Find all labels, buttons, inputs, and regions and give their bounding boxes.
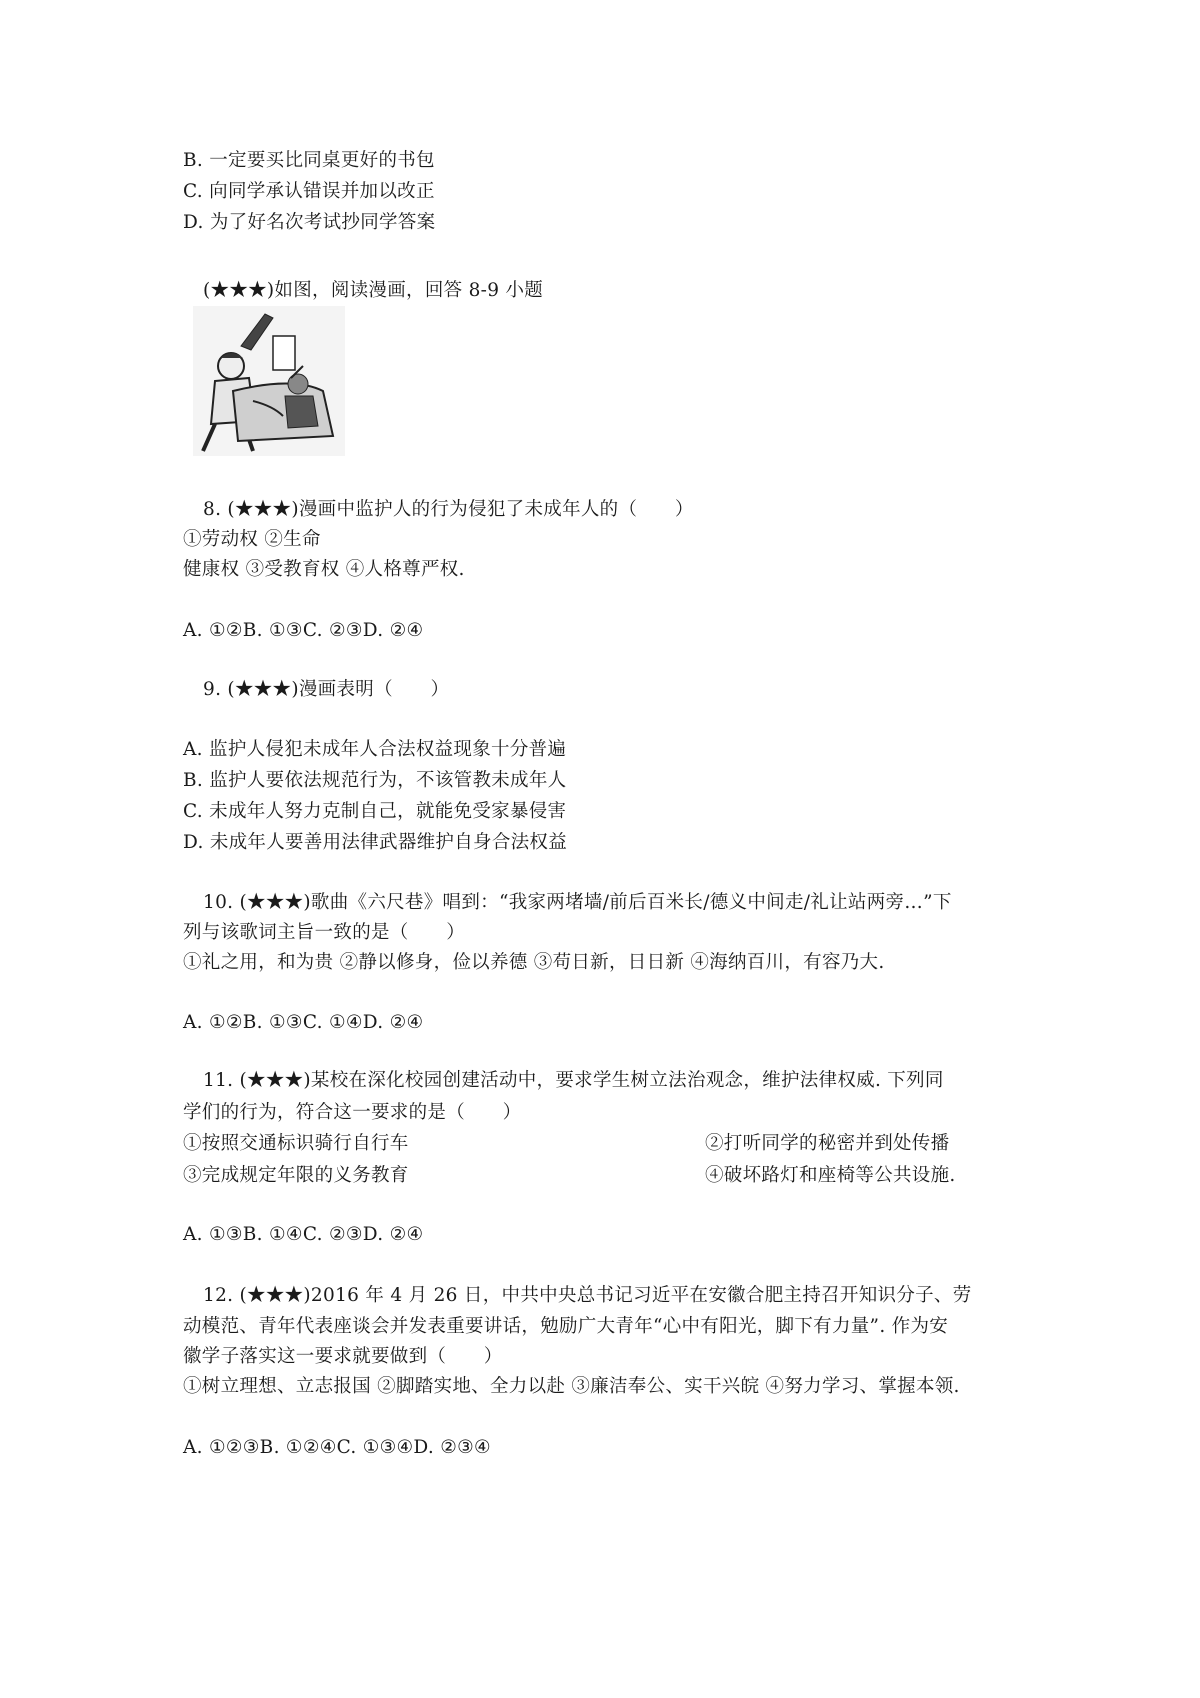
q8-answers: A. ①②B. ①③C. ②③D. ②④ (183, 620, 424, 641)
q9-option-d: D. 未成年人要善用法律武器维护自身合法权益 (183, 832, 568, 853)
q11-answers: A. ①③B. ①④C. ②③D. ②④ (183, 1224, 424, 1245)
q7-option-d: D. 为了好名次考试抄同学答案 (183, 212, 436, 233)
q7-option-b: B. 一定要买比同桌更好的书包 (183, 150, 435, 171)
q9-option-a: A. 监护人侵犯未成年人合法权益现象十分普遍 (183, 739, 567, 760)
q11-items-row2 (183, 1163, 956, 1189)
q8-stem: 8. (★★★)漫画中监护人的行为侵犯了未成年人的（ ） (203, 499, 694, 520)
q7-option-c: C. 向同学承认错误并加以改正 (183, 181, 435, 202)
comic-illustration (193, 306, 345, 456)
q10-answers: A. ①②B. ①③C. ①④D. ②④ (183, 1012, 424, 1033)
q9-stem: 9. (★★★)漫画表明（ ） (203, 679, 450, 700)
q12-stem-line3: 徽学子落实这一要求就要做到（ ） (183, 1346, 503, 1367)
q9-option-b: B. 监护人要依法规范行为，不该管教未成年人 (183, 770, 567, 791)
q8-items-line2: 健康权 ③受教育权 ④人格尊严权. (183, 559, 465, 580)
q9-option-c: C. 未成年人努力克制自己，就能免受家暴侵害 (183, 801, 567, 822)
q11-item3: ③完成规定年限的义务教育 (183, 1165, 409, 1186)
q11-stem-line2: 学们的行为，符合这一要求的是（ ） (183, 1102, 522, 1123)
q10-stem-line1: 10. (★★★)歌曲《六尺巷》唱到：“我家两堵墙/前后百米长/德义中间走/礼让站两旁…”下 (203, 892, 952, 913)
q11-item4: ④破坏路灯和座椅等公共设施. (705, 1165, 956, 1186)
q11-item1: ①按照交通标识骑行自行车 (183, 1133, 409, 1154)
comic-intro: (★★★)如图，阅读漫画，回答 8-9 小题 (203, 280, 544, 301)
q12-items: ①树立理想、立志报国 ②脚踏实地、全力以赴 ③廉洁奉公、实干兴皖 ④努力学习、掌握本领. (183, 1376, 960, 1397)
q10-items: ①礼之用，和为贵 ②静以修身，俭以养德 ③苟日新，日日新 ④海纳百川，有容乃大. (183, 952, 885, 973)
q12-stem-line1: 12. (★★★)2016 年 4 月 26 日，中共中央总书记习近平在安徽合肥主持召开知识分子、劳 (203, 1285, 972, 1306)
q8-items-line1: ①劳动权 ②生命 (183, 529, 321, 550)
q11-items-row1 (183, 1131, 950, 1157)
q11-stem-line1: 11. (★★★)某校在深化校园创建活动中，要求学生树立法治观念，维护法律权威. 下列同 (203, 1070, 944, 1091)
q10-stem-line2: 列与该歌词主旨一致的是（ ） (183, 922, 466, 943)
q12-stem-line2: 动模范、青年代表座谈会并发表重要讲话，勉励广大青年“心中有阳光，脚下有力量”. 作为安 (183, 1316, 949, 1337)
q12-answers: A. ①②③B. ①②④C. ①③④D. ②③④ (183, 1437, 491, 1458)
q11-item2: ②打听同学的秘密并到处传播 (705, 1133, 950, 1154)
